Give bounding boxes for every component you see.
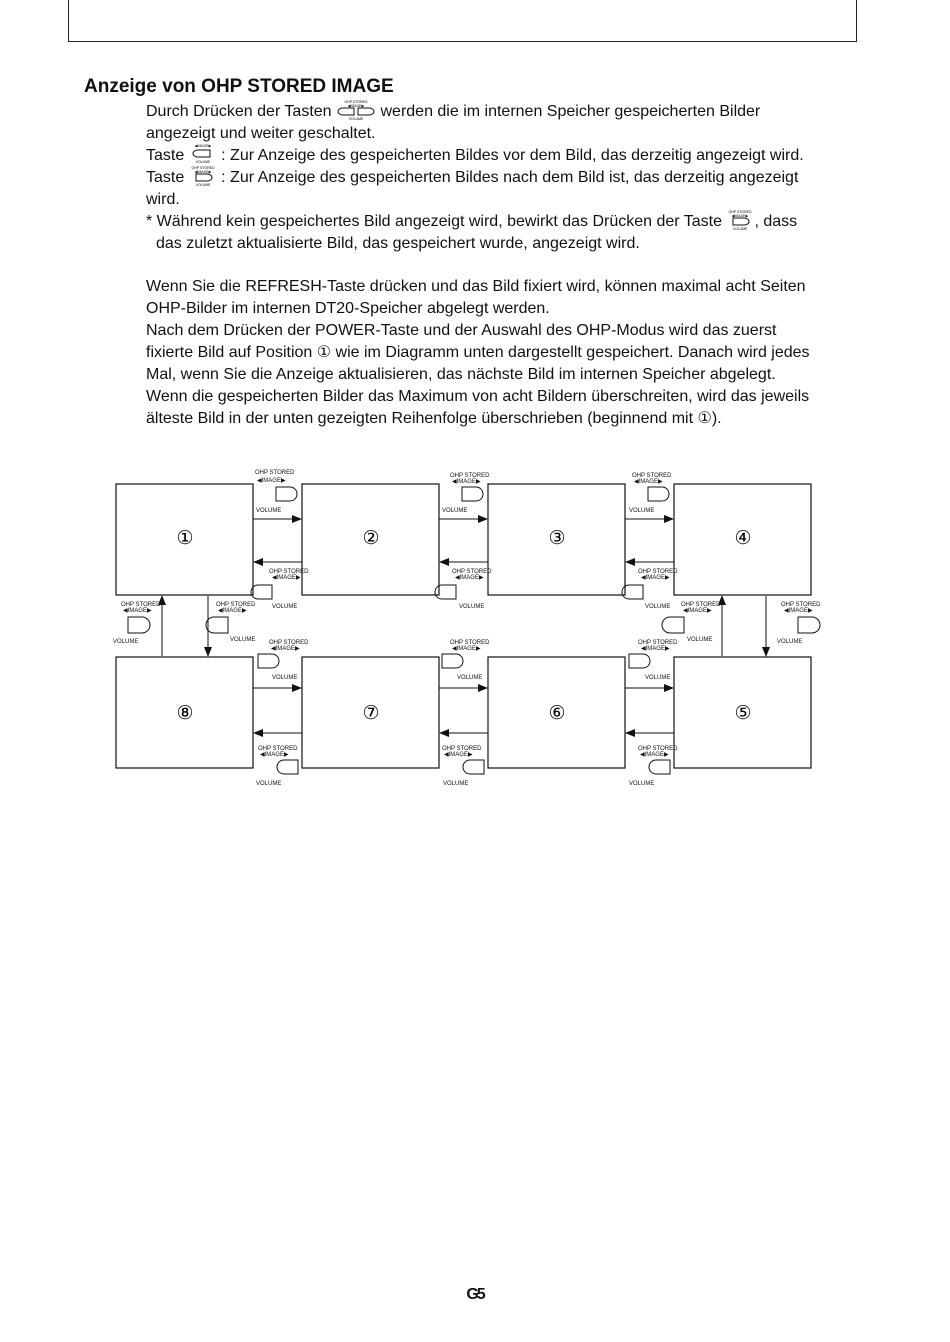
svg-text:VOLUME: VOLUME bbox=[629, 508, 655, 514]
note-paragraph bbox=[146, 209, 846, 255]
stored-image-diagram bbox=[100, 462, 830, 796]
svg-text:⑦: ⑦ bbox=[362, 702, 380, 724]
svg-text:OHP STORED: OHP STORED bbox=[728, 210, 752, 214]
svg-text:◀IMAGE▶: ◀IMAGE▶ bbox=[640, 752, 669, 758]
intro-text-b: werden die im internen Speicher gespeicherten Bilder bbox=[380, 103, 761, 120]
svg-text:◀IMAGE▶: ◀IMAGE▶ bbox=[260, 752, 289, 758]
intro-text-a: Durch Drücken der Tasten bbox=[146, 103, 332, 120]
svg-text:OHP STORED: OHP STORED bbox=[638, 569, 678, 575]
intro-paragraph bbox=[146, 99, 846, 145]
left-button-icon bbox=[190, 143, 216, 165]
right-button-icon bbox=[727, 209, 753, 231]
svg-text:OHP STORED: OHP STORED bbox=[255, 470, 295, 476]
storage-line: Wenn die gespeicherten Bilder das Maximum von acht Bildern überschreiten, wird das jeweils bbox=[146, 388, 810, 405]
note-text-a: * Während kein gespeichertes Bild angezeigt wird, bewirkt das Drücken der Taste bbox=[146, 213, 722, 230]
svg-text:VOLUME: VOLUME bbox=[272, 604, 298, 610]
svg-text:◀IMAGE▶: ◀IMAGE▶ bbox=[444, 752, 473, 758]
svg-text:VOLUME: VOLUME bbox=[687, 637, 713, 643]
right-key-text-a: Taste bbox=[146, 169, 185, 186]
svg-text:◀IMAGE▶: ◀IMAGE▶ bbox=[347, 104, 365, 108]
intro-text-c: angezeigt und weiter geschaltet. bbox=[146, 125, 376, 142]
svg-text:◀IMAGE▶: ◀IMAGE▶ bbox=[683, 608, 712, 614]
svg-text:④: ④ bbox=[734, 527, 752, 549]
right-key-paragraph bbox=[146, 165, 846, 211]
right-key-text-c: wird. bbox=[146, 191, 180, 208]
svg-text:VOLUME: VOLUME bbox=[256, 781, 282, 787]
svg-text:OHP STORED: OHP STORED bbox=[269, 640, 309, 646]
svg-text:OHP STORED: OHP STORED bbox=[344, 100, 368, 104]
svg-text:VOLUME: VOLUME bbox=[195, 183, 211, 187]
svg-text:◀IMAGE▶: ◀IMAGE▶ bbox=[218, 608, 247, 614]
svg-text:⑤: ⑤ bbox=[734, 702, 752, 724]
svg-text:VOLUME: VOLUME bbox=[733, 227, 748, 231]
header-frame bbox=[68, 0, 857, 42]
svg-text:OHP STORED: OHP STORED bbox=[216, 602, 256, 608]
svg-text:VOLUME: VOLUME bbox=[442, 508, 468, 514]
section-heading: Anzeige von OHP STORED IMAGE bbox=[84, 76, 394, 97]
box-8 bbox=[116, 657, 253, 768]
svg-text:③: ③ bbox=[548, 527, 566, 549]
svg-text:OHP STORED: OHP STORED bbox=[450, 640, 490, 646]
svg-text:◀IMAGE▶: ◀IMAGE▶ bbox=[455, 575, 484, 581]
svg-text:OHP STORED: OHP STORED bbox=[781, 602, 821, 608]
box-6 bbox=[488, 657, 625, 768]
svg-text:VOLUME: VOLUME bbox=[457, 675, 483, 681]
svg-text:VOLUME: VOLUME bbox=[348, 117, 364, 121]
svg-text:◀IMAGE▶: ◀IMAGE▶ bbox=[272, 575, 301, 581]
box-2 bbox=[302, 484, 439, 595]
svg-text:VOLUME: VOLUME bbox=[256, 508, 282, 514]
svg-text:◀IMAGE▶: ◀IMAGE▶ bbox=[452, 646, 481, 652]
storage-line: älteste Bild in der unten gezeigten Reihenfolge überschrieben (beginnend mit ①). bbox=[146, 410, 722, 427]
note-text-c: das zuletzt aktualisierte Bild, das gespeichert wurde, angezeigt wird. bbox=[156, 235, 640, 252]
svg-text:VOLUME: VOLUME bbox=[195, 160, 211, 164]
svg-text:VOLUME: VOLUME bbox=[777, 639, 803, 645]
svg-text:◀IMAGE▶: ◀IMAGE▶ bbox=[271, 646, 300, 652]
box-4 bbox=[674, 484, 811, 595]
svg-text:OHP STORED: OHP STORED bbox=[450, 473, 490, 479]
svg-text:OHP STORED: OHP STORED bbox=[452, 569, 492, 575]
storage-line: Nach dem Drücken der POWER-Taste und der Auswahl des OHP-Modus wird das zuerst bbox=[146, 322, 777, 339]
svg-text:OHP STORED: OHP STORED bbox=[638, 640, 678, 646]
svg-text:VOLUME: VOLUME bbox=[230, 637, 256, 643]
left-key-paragraph bbox=[146, 143, 846, 167]
storage-line: Wenn Sie die REFRESH-Taste drücken und das Bild fixiert wird, können maximal acht Seiten bbox=[146, 278, 806, 295]
svg-text:OHP STORED: OHP STORED bbox=[269, 569, 309, 575]
svg-text:OHP STORED: OHP STORED bbox=[121, 602, 161, 608]
svg-text:◀IMAGE▶: ◀IMAGE▶ bbox=[194, 144, 212, 148]
svg-text:◀IMAGE▶: ◀IMAGE▶ bbox=[194, 170, 212, 174]
storage-line: fixierte Bild auf Position ① wie im Diagramm unten dargestellt gespeichert. Danach wird jedes bbox=[146, 344, 810, 361]
box-7 bbox=[302, 657, 439, 768]
box-5 bbox=[674, 657, 811, 768]
svg-text:VOLUME: VOLUME bbox=[645, 604, 671, 610]
page-number: G5 bbox=[466, 1286, 484, 1303]
svg-text:◀IMAGE▶: ◀IMAGE▶ bbox=[257, 478, 286, 484]
svg-text:VOLUME: VOLUME bbox=[645, 675, 671, 681]
svg-text:①: ① bbox=[176, 527, 194, 549]
svg-text:◀IMAGE▶: ◀IMAGE▶ bbox=[732, 214, 749, 218]
svg-text:OHP STORED: OHP STORED bbox=[191, 166, 215, 170]
svg-text:◀IMAGE▶: ◀IMAGE▶ bbox=[452, 479, 481, 485]
storage-line: Mal, wenn Sie die Anzeige aktualisieren, das nächste Bild im internen Speicher abgelegt. bbox=[146, 366, 776, 383]
svg-text:◀IMAGE▶: ◀IMAGE▶ bbox=[641, 646, 670, 652]
svg-text:VOLUME: VOLUME bbox=[272, 675, 298, 681]
box-3 bbox=[488, 484, 625, 595]
left-key-text-a: Taste bbox=[146, 147, 185, 164]
left-key-text-b: : Zur Anzeige des gespeicherten Bildes vor dem Bild, das derzeitig angezeigt wird. bbox=[221, 147, 804, 164]
right-key-text-b: : Zur Anzeige des gespeicherten Bildes nach dem Bild ist, das derzeitig angezeigt bbox=[221, 169, 799, 186]
svg-text:⑧: ⑧ bbox=[176, 702, 194, 724]
svg-text:OHP STORED: OHP STORED bbox=[638, 746, 678, 752]
svg-text:OHP STORED: OHP STORED bbox=[258, 746, 298, 752]
svg-text:②: ② bbox=[362, 527, 380, 549]
note-text-b: , dass bbox=[754, 213, 798, 230]
svg-text:VOLUME: VOLUME bbox=[443, 781, 469, 787]
svg-text:OHP STORED: OHP STORED bbox=[632, 473, 672, 479]
svg-text:OHP STORED: OHP STORED bbox=[442, 746, 482, 752]
box-1 bbox=[116, 484, 253, 595]
svg-text:VOLUME: VOLUME bbox=[629, 781, 655, 787]
svg-text:VOLUME: VOLUME bbox=[113, 639, 139, 645]
storage-line: OHP-Bilder im internen DT20-Speicher abgelegt werden. bbox=[146, 300, 550, 317]
svg-text:◀IMAGE▶: ◀IMAGE▶ bbox=[641, 575, 670, 581]
svg-text:OHP STORED: OHP STORED bbox=[681, 602, 721, 608]
svg-text:◀IMAGE▶: ◀IMAGE▶ bbox=[634, 479, 663, 485]
svg-text:VOLUME: VOLUME bbox=[459, 604, 485, 610]
svg-text:◀IMAGE▶: ◀IMAGE▶ bbox=[784, 608, 813, 614]
storage-paragraph bbox=[146, 276, 866, 430]
right-button-icon bbox=[190, 165, 216, 187]
ohp-stored-image-buttons-icon bbox=[337, 99, 375, 121]
svg-text:◀IMAGE▶: ◀IMAGE▶ bbox=[123, 608, 152, 614]
svg-text:⑥: ⑥ bbox=[548, 702, 566, 724]
